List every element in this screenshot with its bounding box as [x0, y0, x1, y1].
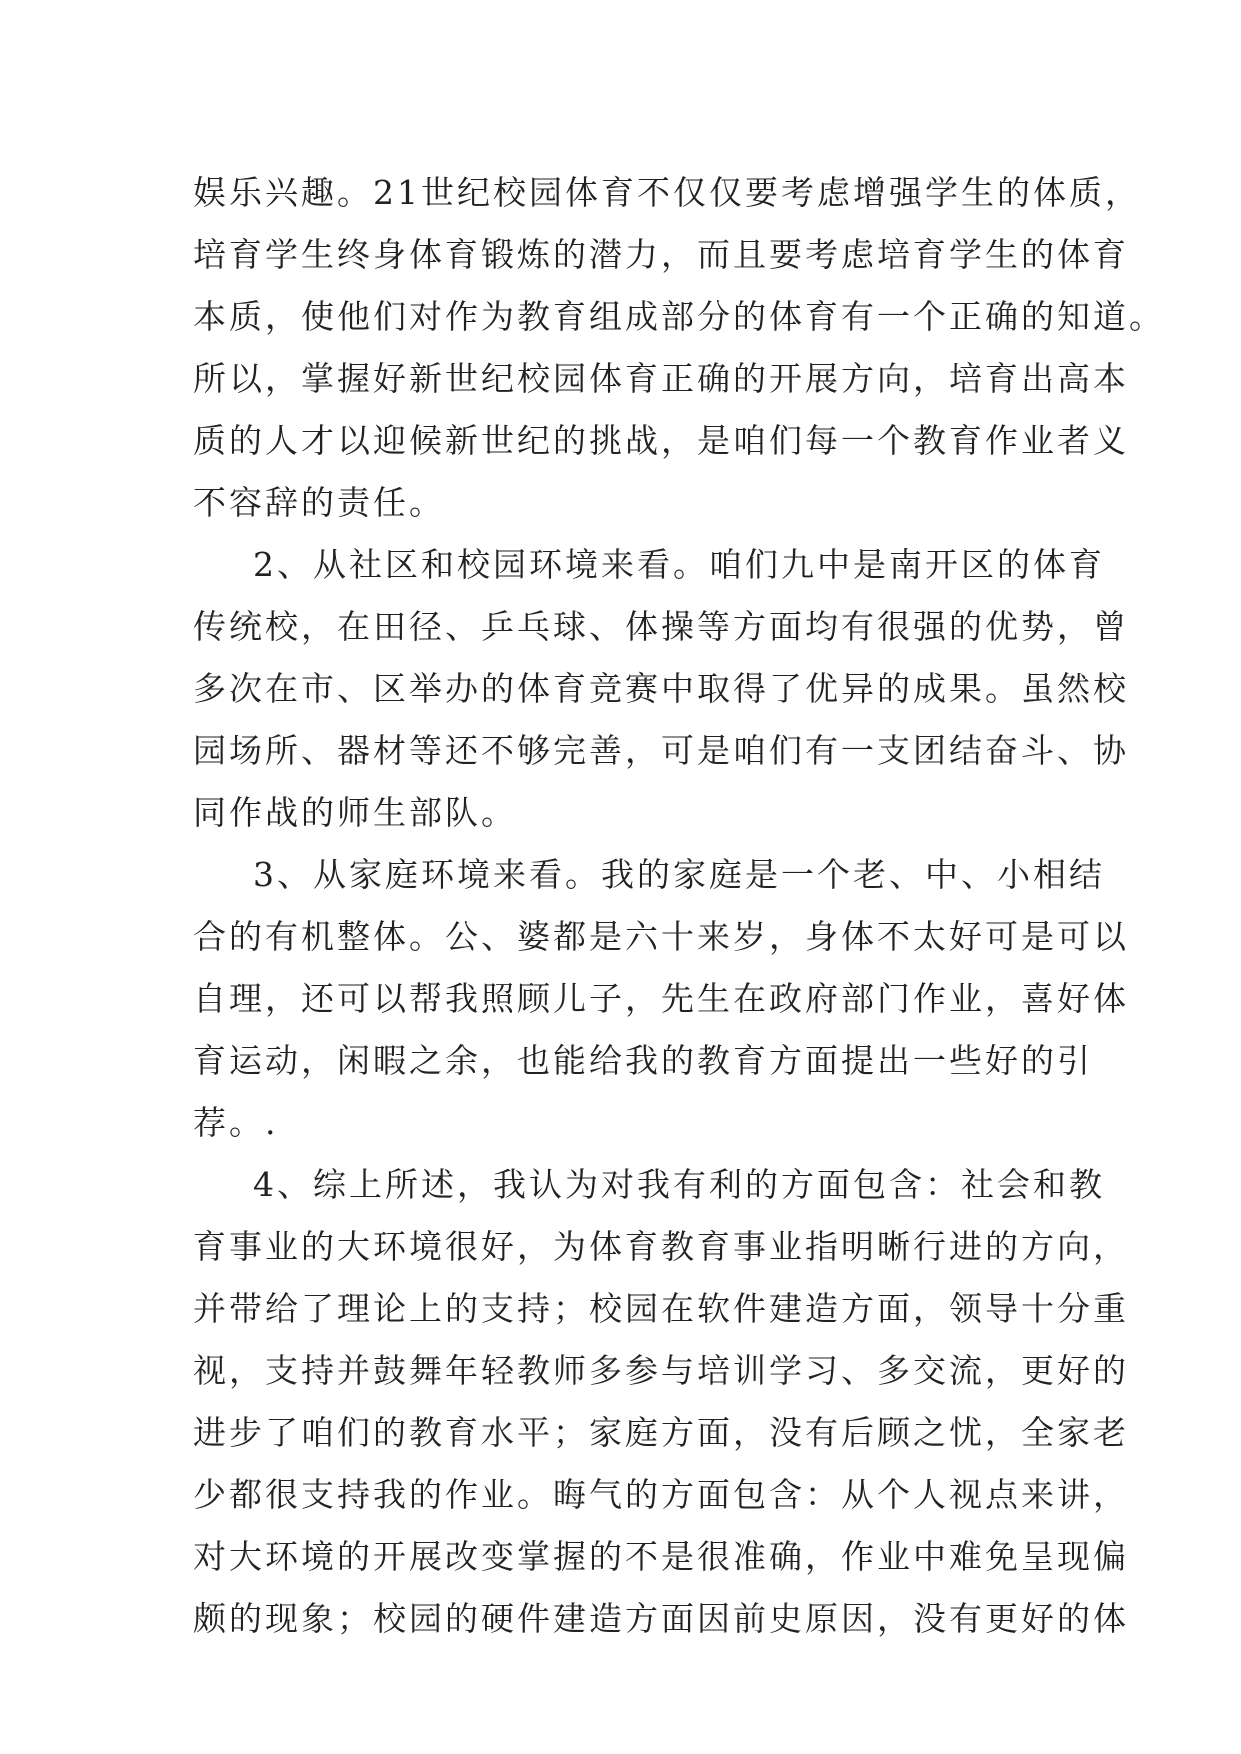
paragraph-4-first-line: 4、综上所述，我认为对我有利的方面包含：社会和教 — [253, 1165, 1105, 1204]
text-line: 传统校，在田径、乒乓球、体操等方面均有很强的优势，曾 — [193, 607, 1129, 646]
paragraph-2-first-line: 2、从社区和校园环境来看。咱们九中是南开区的体育 — [253, 545, 1105, 584]
text-line: 所以，掌握好新世纪校园体育正确的开展方向，培育出高本 — [193, 359, 1129, 398]
text-line: 园场所、器材等还不够完善，可是咱们有一支团结奋斗、协 — [193, 731, 1129, 770]
text-line: 育运动，闲暇之余，也能给我的教育方面提出一些好的引 — [193, 1041, 1093, 1080]
body-text — [193, 162, 1165, 1650]
text-line: 视，支持并鼓舞年轻教师多参与培训学习、多交流，更好的 — [193, 1351, 1129, 1390]
text-line: 合的有机整体。公、婆都是六十来岁，身体不太好可是可以 — [193, 917, 1129, 956]
paragraph-3-first-line: 3、从家庭环境来看。我的家庭是一个老、中、小相结 — [253, 855, 1105, 894]
text-line: 质的人才以迎候新世纪的挑战，是咱们每一个教育作业者义 — [193, 421, 1129, 460]
text-line: 对大环境的开展改变掌握的不是很准确，作业中难免呈现偏 — [193, 1537, 1129, 1576]
text-line: 荐。. — [193, 1103, 279, 1142]
text-line: 进步了咱们的教育水平；家庭方面，没有后顾之忧，全家老 — [193, 1413, 1129, 1452]
text-line: 育事业的大环境很好，为体育教育事业指明晰行进的方向， — [193, 1227, 1129, 1266]
text-line: 并带给了理论上的支持；校园在软件建造方面，领导十分重 — [193, 1289, 1129, 1328]
text-line: 颇的现象；校园的硬件建造方面因前史原因，没有更好的体 — [193, 1599, 1129, 1638]
text-line: 多次在市、区举办的体育竞赛中取得了优异的成果。虽然校 — [193, 669, 1129, 708]
text-line: 本质，使他们对作为教育组成部分的体育有一个正确的知道。 — [193, 297, 1165, 336]
text-line: 不容辞的责任。 — [193, 483, 445, 522]
text-line: 娱乐兴趣。21世纪校园体育不仅仅要考虑增强学生的体质， — [193, 173, 1141, 212]
text-line: 同作战的师生部队。 — [193, 793, 517, 832]
text-line: 培育学生终身体育锻炼的潜力，而且要考虑培育学生的体育 — [193, 235, 1129, 274]
text-line: 少都很支持我的作业。晦气的方面包含：从个人视点来讲， — [193, 1475, 1129, 1514]
text-line: 自理，还可以帮我照顾儿子，先生在政府部门作业，喜好体 — [193, 979, 1129, 1018]
